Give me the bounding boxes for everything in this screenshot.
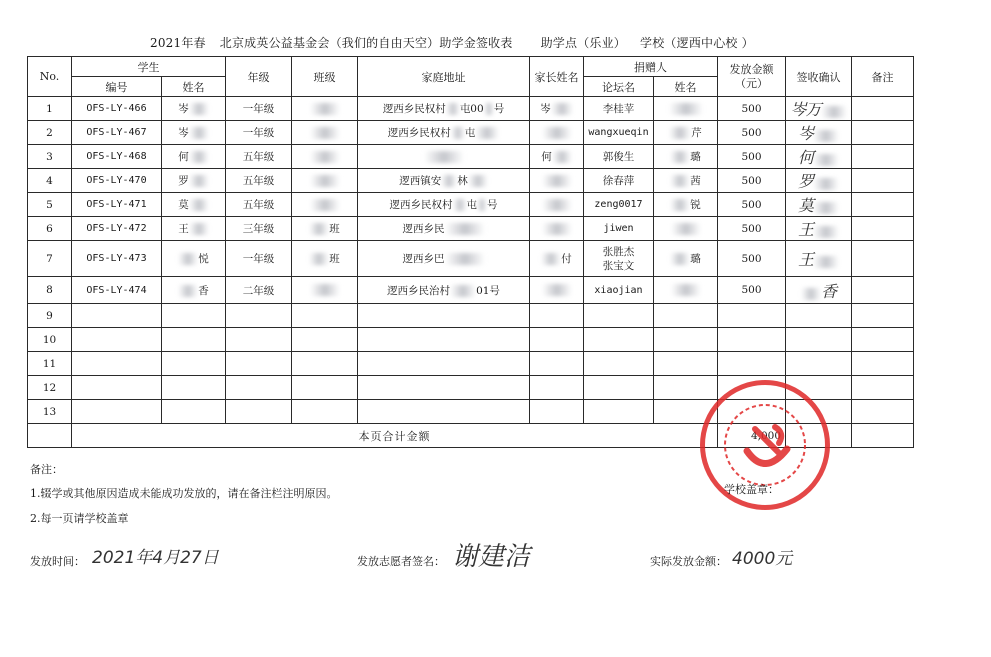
row-no: 10 <box>28 328 72 352</box>
title-point: 助学点（乐业） <box>540 36 626 50</box>
parent-text: 岑 <box>540 103 551 115</box>
redaction-blur <box>445 253 485 265</box>
volunteer-signature-label: 发放志愿者签名： <box>357 555 445 568</box>
table-row <box>28 97 914 121</box>
row-donor-name <box>654 169 718 193</box>
row-sign <box>786 169 852 193</box>
row-student-id: OFS-LY-473 <box>72 241 162 277</box>
redaction-blur <box>309 223 329 235</box>
row-amount: 500 <box>718 277 786 304</box>
donor-text: 璐 <box>690 151 701 163</box>
redaction-blur <box>670 175 690 187</box>
donor-text: 锐 <box>690 199 701 211</box>
row-donor-forum: 李桂苹 <box>584 97 654 121</box>
name-text: 王 <box>178 223 189 235</box>
row-amount: 500 <box>718 169 786 193</box>
redaction-blur <box>189 151 209 163</box>
redaction-blur <box>310 127 340 139</box>
row-remark <box>852 277 914 304</box>
redaction-blur <box>542 223 572 235</box>
row-donor-forum: 郭俊生 <box>584 145 654 169</box>
address-part: 逻西乡民权村 <box>382 103 446 115</box>
row-no: 4 <box>28 169 72 193</box>
row-student-name <box>162 145 226 169</box>
row-amount: 500 <box>718 193 786 217</box>
row-no: 13 <box>28 400 72 424</box>
row-student-name <box>162 217 226 241</box>
note-line-2: 2.每一页请学校盖章 <box>30 512 129 525</box>
redaction-blur <box>551 103 573 115</box>
redaction-blur <box>189 175 209 187</box>
row-grade: 五年级 <box>226 193 292 217</box>
header-class: 班级 <box>292 57 358 97</box>
row-amount: 500 <box>718 121 786 145</box>
redaction-blur <box>801 288 821 300</box>
redaction-blur <box>189 103 209 115</box>
redaction-blur <box>671 223 701 235</box>
row-sign <box>786 241 852 277</box>
class-text: 班 <box>329 253 340 265</box>
row-grade: 五年级 <box>226 169 292 193</box>
row-parent <box>530 217 584 241</box>
address-part: 逻西镇安 <box>399 175 442 187</box>
row-remark <box>852 193 914 217</box>
row-donor-name <box>654 121 718 145</box>
forum-line: 张胜杰 <box>602 245 635 258</box>
address-part: 逻西乡巴 <box>402 253 445 265</box>
row-student-name <box>162 121 226 145</box>
row-amount: 500 <box>718 241 786 277</box>
row-donor-name <box>654 241 718 277</box>
donor-text: 茜 <box>690 175 701 187</box>
redaction-blur <box>475 127 499 139</box>
row-student-id: OFS-LY-470 <box>72 169 162 193</box>
row-student-id: OFS-LY-467 <box>72 121 162 145</box>
table-row <box>28 304 914 328</box>
row-grade: 一年级 <box>226 241 292 277</box>
total-amount: 4,000 <box>718 424 786 448</box>
name-text: 罗 <box>178 175 189 187</box>
address-part: 屯00 <box>459 103 484 115</box>
volunteer-signature: 谢建洁 <box>452 542 531 572</box>
actual-amount-label: 实际发放金额： <box>650 555 727 568</box>
row-grade: 三年级 <box>226 217 292 241</box>
row-parent <box>530 145 584 169</box>
redaction-blur <box>813 154 839 166</box>
total-label: 本页合计金额 <box>72 424 718 448</box>
row-class <box>292 121 358 145</box>
row-parent <box>530 121 584 145</box>
redaction-blur <box>450 285 476 297</box>
row-no: 3 <box>28 145 72 169</box>
header-donor-name: 姓名 <box>654 77 718 97</box>
handwritten-signature: 王 <box>797 220 813 239</box>
redaction-blur <box>310 199 340 211</box>
table-row <box>28 145 914 169</box>
table-row <box>28 277 914 304</box>
row-address <box>358 97 530 121</box>
header-amount: 发放金额（元） <box>718 57 786 97</box>
handwritten-signature: 香 <box>820 281 836 301</box>
redaction-blur <box>441 175 457 187</box>
row-parent <box>530 193 584 217</box>
redaction-blur <box>310 103 340 115</box>
address-part: 逻西乡民 <box>402 223 445 235</box>
row-no: 2 <box>28 121 72 145</box>
address-part: 逻西乡民权村 <box>387 127 451 139</box>
address-part: 屯 <box>466 199 477 211</box>
name-text: 岑 <box>178 127 189 139</box>
row-student-id: OFS-LY-468 <box>72 145 162 169</box>
redaction-blur <box>446 103 460 115</box>
redaction-blur <box>477 199 487 211</box>
row-parent <box>530 241 584 277</box>
row-donor-forum: jiwen <box>584 217 654 241</box>
redaction-blur <box>310 175 340 187</box>
table-row <box>28 328 914 352</box>
table-row <box>28 121 914 145</box>
row-no: 9 <box>28 304 72 328</box>
redaction-blur <box>813 178 839 190</box>
redaction-blur <box>189 127 209 139</box>
row-remark <box>852 241 914 277</box>
handwritten-signature: 岑 <box>797 124 813 143</box>
row-donor-name <box>654 97 718 121</box>
row-donor-forum: 徐春萍 <box>584 169 654 193</box>
redaction-blur <box>542 127 572 139</box>
row-student-id: OFS-LY-471 <box>72 193 162 217</box>
row-grade: 二年级 <box>226 277 292 304</box>
row-remark <box>852 121 914 145</box>
header-address: 家庭地址 <box>358 57 530 97</box>
school-seal-label: 学校盖章： <box>724 483 779 496</box>
name-text: 何 <box>178 151 189 163</box>
donor-text: 芹 <box>691 127 702 139</box>
row-remark <box>852 217 914 241</box>
row-amount: 500 <box>718 217 786 241</box>
redaction-blur <box>453 199 467 211</box>
row-address <box>358 169 530 193</box>
handwritten-signature: 莫 <box>797 196 813 215</box>
redaction-blur <box>309 253 329 265</box>
row-donor-name <box>654 277 718 304</box>
row-no: 6 <box>28 217 72 241</box>
row-class <box>292 169 358 193</box>
row-amount: 500 <box>718 145 786 169</box>
name-text: 悦 <box>198 253 209 265</box>
row-no: 12 <box>28 376 72 400</box>
row-amount: 500 <box>718 97 786 121</box>
row-student-name <box>162 193 226 217</box>
redaction-blur <box>813 226 839 238</box>
parent-text: 何 <box>541 151 552 163</box>
row-grade: 五年级 <box>226 145 292 169</box>
donor-text: 璐 <box>690 253 701 265</box>
redaction-blur <box>178 253 198 265</box>
row-address <box>358 145 530 169</box>
row-donor-name <box>654 145 718 169</box>
redaction-blur <box>424 151 464 163</box>
name-text: 香 <box>198 284 209 297</box>
header-student-id: 编号 <box>72 77 162 97</box>
row-donor-name <box>654 193 718 217</box>
row-remark <box>852 97 914 121</box>
table-row <box>28 241 914 277</box>
row-donor-forum: zeng0017 <box>584 193 654 217</box>
address-part: 屯 <box>464 127 476 139</box>
row-no: 5 <box>28 193 72 217</box>
redaction-blur <box>484 103 494 115</box>
note-line-1: 1.辍学或其他原因造成未能成功发放的，请在备注栏注明原因。 <box>30 487 338 500</box>
row-address <box>358 193 530 217</box>
redaction-blur <box>310 151 340 163</box>
row-parent <box>530 97 584 121</box>
table-row <box>28 193 914 217</box>
forum-line: 张宝文 <box>602 259 635 272</box>
row-class <box>292 277 358 304</box>
handwritten-signature: 罗 <box>797 172 813 191</box>
row-donor-forum <box>584 241 654 277</box>
handwritten-signature: 王 <box>797 250 813 269</box>
row-grade: 一年级 <box>226 121 292 145</box>
row-class <box>292 193 358 217</box>
address-part: 逻西乡民权村 <box>389 199 453 211</box>
class-text: 班 <box>329 223 340 235</box>
title-main: 北京成英公益基金会（我们的自由天空）助学金签收表 <box>219 36 513 50</box>
row-remark <box>852 169 914 193</box>
row-student-name <box>162 169 226 193</box>
redaction-blur <box>189 199 209 211</box>
header-remark: 备注 <box>852 57 914 97</box>
row-sign <box>786 145 852 169</box>
release-time-label: 发放时间： <box>30 555 85 568</box>
redaction-blur <box>542 175 572 187</box>
redaction-blur <box>542 284 572 296</box>
handwritten-signature: 岑万 <box>790 100 821 119</box>
title-school: 学校（逻西中心校 ） <box>640 36 754 50</box>
row-parent <box>530 277 584 304</box>
release-time-handwriting: 2021年4月27日 <box>92 548 219 568</box>
page-title <box>150 34 910 51</box>
row-address <box>358 277 530 304</box>
name-text: 岑 <box>178 103 189 115</box>
address-part: 号 <box>493 103 505 115</box>
redaction-blur <box>669 103 703 115</box>
row-parent <box>530 169 584 193</box>
row-no: 7 <box>28 241 72 277</box>
title-prefix: 2021年春 <box>150 36 206 50</box>
row-student-name <box>162 241 226 277</box>
row-grade: 一年级 <box>226 97 292 121</box>
redaction-blur <box>813 256 839 268</box>
header-grade: 年级 <box>226 57 292 97</box>
row-class <box>292 217 358 241</box>
header-student-name: 姓名 <box>162 77 226 97</box>
row-donor-name <box>654 217 718 241</box>
row-class <box>292 241 358 277</box>
row-address <box>358 241 530 277</box>
header-parent: 家长姓名 <box>530 57 584 97</box>
table-row <box>28 217 914 241</box>
row-sign <box>786 277 852 304</box>
redaction-blur <box>552 151 572 163</box>
name-text: 莫 <box>178 199 189 211</box>
header-student: 学生 <box>72 57 226 77</box>
address-part: 号 <box>487 199 498 211</box>
redaction-blur <box>669 127 691 139</box>
row-sign <box>786 121 852 145</box>
redaction-blur <box>468 175 488 187</box>
redaction-blur <box>310 284 340 296</box>
row-address <box>358 217 530 241</box>
header-sign: 签收确认 <box>786 57 852 97</box>
address-part: 逻西乡民治村 <box>387 284 451 297</box>
redaction-blur <box>178 285 198 297</box>
row-student-name <box>162 277 226 304</box>
row-donor-forum: wangxueqin <box>584 121 654 145</box>
header-donor-forum: 论坛名 <box>584 77 654 97</box>
row-remark <box>852 145 914 169</box>
redaction-blur <box>670 151 690 163</box>
redaction-blur <box>670 199 690 211</box>
row-donor-forum: xiaojian <box>584 277 654 304</box>
redaction-blur <box>542 199 572 211</box>
row-sign <box>786 193 852 217</box>
redaction-blur <box>813 130 839 142</box>
table-row <box>28 169 914 193</box>
address-part: 林 <box>457 175 468 187</box>
redaction-blur <box>671 284 701 296</box>
row-no: 11 <box>28 352 72 376</box>
row-class <box>292 145 358 169</box>
header-row-1 <box>28 57 914 77</box>
row-address <box>358 121 530 145</box>
row-student-id: OFS-LY-466 <box>72 97 162 121</box>
row-student-name <box>162 97 226 121</box>
redaction-blur <box>541 253 561 265</box>
row-sign <box>786 217 852 241</box>
header-donor: 捐赠人 <box>584 57 718 77</box>
parent-text: 付 <box>561 253 572 265</box>
row-sign <box>786 97 852 121</box>
redaction-blur <box>670 253 690 265</box>
handwritten-signature: 何 <box>797 148 813 167</box>
redaction-blur <box>445 223 485 235</box>
redaction-blur <box>189 223 209 235</box>
table-row <box>28 352 914 376</box>
header-no: No. <box>28 57 72 97</box>
redaction-blur <box>813 202 839 214</box>
redaction-blur <box>821 106 847 118</box>
row-student-id: OFS-LY-474 <box>72 277 162 304</box>
row-class <box>292 97 358 121</box>
address-part: 01号 <box>476 284 500 297</box>
notes-heading: 备注： <box>30 463 63 476</box>
row-no: 1 <box>28 97 72 121</box>
row-no: 8 <box>28 277 72 304</box>
row-student-id: OFS-LY-472 <box>72 217 162 241</box>
actual-amount-handwriting: 4000元 <box>732 549 793 569</box>
redaction-blur <box>451 127 465 139</box>
